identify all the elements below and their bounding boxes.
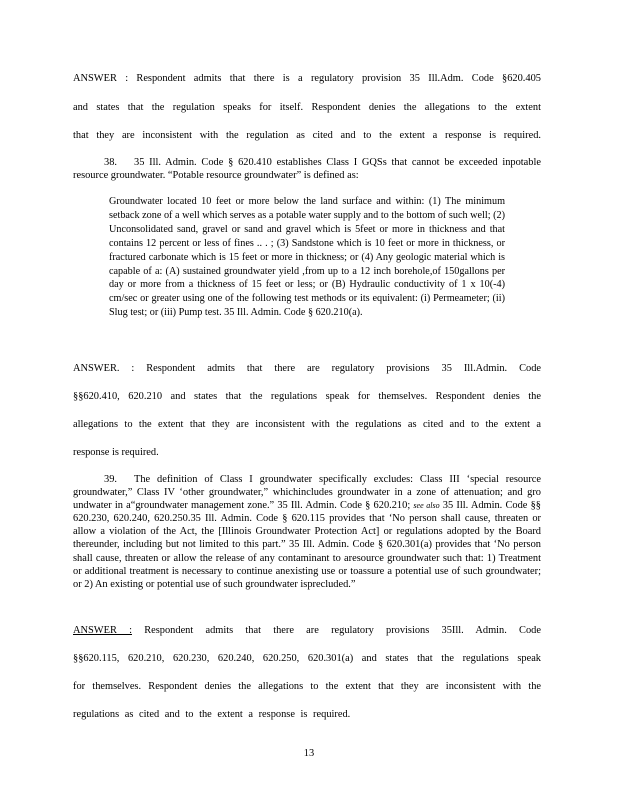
paragraph-39 — [73, 473, 541, 591]
see-also-signal: see also — [413, 501, 440, 511]
page-number: 13 — [303, 748, 315, 759]
answer-1-line-3: that they are inconsistent with the regulation as cited and to the extent a response is required. — [73, 130, 541, 141]
answer-3-line-1-text: Respondent admits that there are regulatory provisions 35Ill. Admin. Code — [144, 625, 541, 636]
answer-1-line-1: ANSWER : Respondent admits that there is a regulatory provision 35 Ill.Adm. Code §620.405 — [73, 73, 541, 84]
block-quote-38: Groundwater located 10 feet or more below the land surface and within: (1) The minimum setback zone of a well which serves as a potable water supply and to the bottom of such well; (2) Unconsolidated sand, gravel or sand and gravel which is 5feet or more in thickness and that contains 12 percent or less of fines .. . ; (3) Sandstone which is 10 feet or more in thickness, or fractured carbonate which is 15 feet or more in thickness; or (4) Any geologic material which is capable of a: (A) sustained groundwater yield ,from up to a 12 inch borehole,of 150gallons per day or more from a thickness of 15 feet or less; or (B) Hydraulic conductivity of 1 x 10(-4) cm/sec or greater using one of the following test methods or its equivalent: (i) Permeameter; (ii) Slug test; or (iii) Pump test. 35 Ill. Admin. Code § 620.210(a). — [109, 196, 505, 319]
paragraph-38-text: 35 Ill. Admin. Code § 620.410 establishes Class I GQSs that cannot be exceeded inpotable resource groundwater. “Potable resource groundwater” is defined as: — [73, 157, 541, 181]
answer-3-line-3: for themselves. Respondent denies the allegations to the extent that they are inconsistent with the — [73, 681, 541, 692]
answer-1-line-2: and states that the regulation speaks for itself. Respondent denies the allegations to the extent — [73, 102, 541, 113]
answer-2-line-2: §§620.410, 620.210 and states that the regulations speak for themselves. Respondent denies the — [73, 391, 541, 402]
answer-2-line-4: response is required. — [73, 447, 159, 458]
paragraph-39-text-a: The definition of Class I groundwater specifically excludes: Class III ‘special resource groundwater,” Class IV ‘other groundwater,” whichincludes groundwater in a zone of attenuation; and gro undwater in a“groundwater management zone.” 35 Ill. Admin. Code § 620.210; — [73, 474, 541, 512]
answer-2-line-3: allegations to the extent that they are inconsistent with the regulations as cited and to the extent a — [73, 419, 541, 430]
paragraph-39-number: 39. — [104, 474, 117, 485]
answer-3-line-4: regulations as cited and to the extent a response is required. — [73, 709, 351, 720]
answer-3-line-2: §§620.115, 620.210, 620.230, 620.240, 620.250, 620.301(a) and states that the regulations speak — [73, 653, 541, 664]
answer-3-line-1 — [73, 624, 541, 638]
paragraph-39-text-b: 35 Ill. Admin. Code §§ 620.230, 620.240, 620.250.35 Ill. Admin. Code § 620.115 provides that ‘No person shall cause, threaten or allow a violation of the Act, the [Illinois Groundwater Protection Act] or regulations adopted by the Board thereunder, including but not limited to this part.” 35 Ill. Admin. Code § 620.301(a) provides that ‘No person shall cause, threaten or allow the release of any contaminant to aresource groundwater such that: 1) Treatment or additional treatment is necessary to continue anexisting use or toassure a potential use of such groundwater; or 2) An existing or potential use of such groundwater isprecluded.” — [73, 500, 541, 590]
answer-2-line-1: ANSWER. : Respondent admits that there are regulatory provisions 35 Ill.Admin. Code — [73, 363, 541, 374]
paragraph-38-number: 38. — [104, 157, 117, 168]
answer-3-label: ANSWER : — [73, 625, 132, 636]
paragraph-38 — [73, 157, 541, 182]
